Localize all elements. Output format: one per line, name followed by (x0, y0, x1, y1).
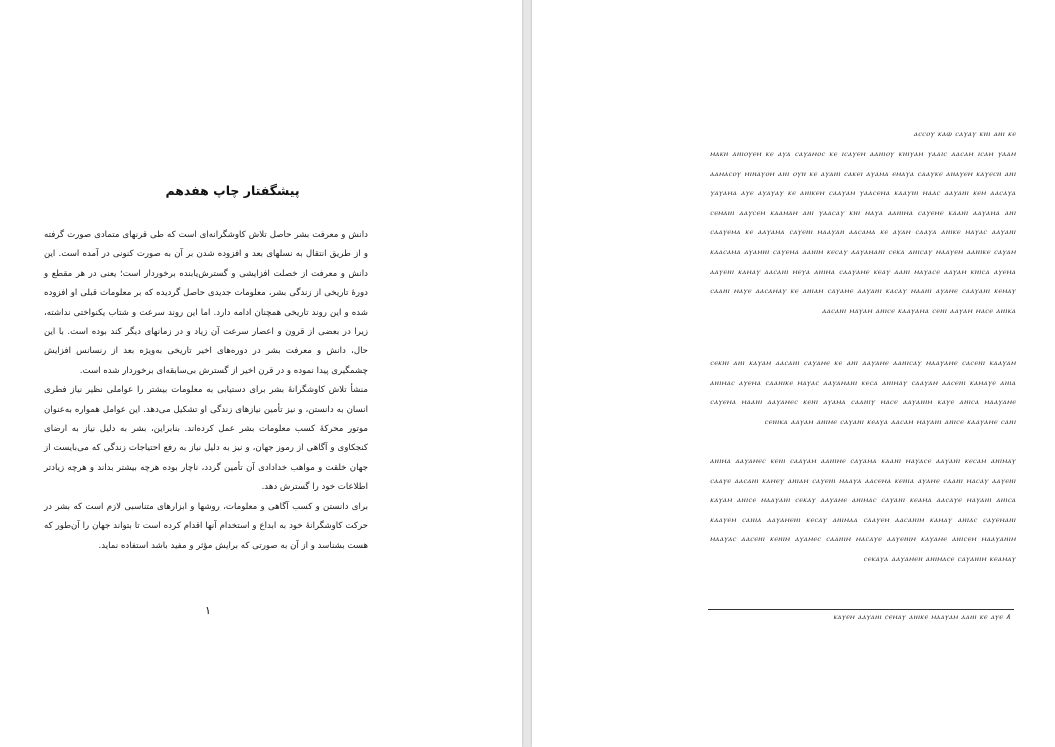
left-page (0, 0, 522, 747)
script-paragraph-3: ⲁⲏⲓⲙⲁ ⲁⲁⲩⲁⲙⲉⲥ ⲕⲉⲏⲓ ⲥⲁⲁⲩⲁⲙ ⲁⲁⲏⲓⲙⲉ ⲥⲁⲩⲁⲙⲁ ⲕⲁⲁⲏⲓ ⲙⲁⲩⲁⲥⲉ ⲁⲁⲩⲁⲏⲓ ⲕⲉⲥⲁⲙ ⲁⲏⲓⲙⲁⲩ ⲥⲁⲁⲩⲉ ⲁⲁⲥⲁⲏⲓ ⲕⲁⲙⲉⲩ ⲁⲏⲓⲁⲙ ⲥⲁⲩⲉⲏⲓ ⲙⲁⲁⲩⲁ ⲁⲁⲥⲉⲙⲁ ⲕⲉⲏⲓⲁ ⲁⲩⲁⲙⲉ ⲥⲁⲁⲏⲓ ⲙⲁⲥⲁⲩ ⲁⲁⲩⲉⲏⲓ ⲕⲁⲩⲁⲙ ⲁⲏⲓⲥⲉ ⲙⲁⲁⲩⲁⲏⲓ ⲥⲉⲕⲁⲩ ⲁⲁⲩⲁⲙⲉ ⲁⲏⲓⲙⲁⲥ ⲥⲁⲩⲁⲏⲓ ⲕⲉⲁⲙⲁ ⲁⲁⲥⲁⲩⲉ ⲙⲁⲩⲁⲏⲓ ⲁⲏⲓⲥⲁ ⲕⲁⲁⲩⲉⲙ ⲥⲁⲏⲓⲁ ⲁⲁⲩⲁⲙⲉⲏⲓ ⲕⲉⲥⲁⲩ ⲁⲏⲓⲙⲁⲁ ⲥⲁⲁⲩⲉⲙ ⲁⲁⲥⲁⲏⲓⲙ ⲕⲁⲙⲁⲩ ⲁⲏⲓⲁⲥ ⲥⲁⲩⲉⲙⲁⲏⲓ ⲙⲁⲁⲩⲁⲥ ⲁⲁⲥⲉⲏⲓ ⲕⲉⲏⲓⲙ ⲁⲩⲁⲙⲉⲥ ⲥⲁⲁⲏⲓⲙ ⲙⲁⲥⲁⲩⲉ ⲁⲁⲩⲉⲏⲓⲙ ⲕⲁⲩⲁⲙⲉ ⲁⲏⲓⲥⲉⲙ ⲙⲁⲁⲩⲁⲏⲓⲙ ⲥⲉⲕⲁⲩⲁ ⲁⲁⲩⲁⲙⲉⲏ ⲁⲏⲓⲙⲁⲥⲉ ⲥⲁⲩⲁⲏⲓⲙ ⲕⲉⲁⲙⲁⲩ (710, 456, 1016, 563)
script-paragraph-2: ⲥⲉⲕⲏⲓ ⲁⲏⲓ ⲕⲁⲩⲁⲙ ⲁⲁⲥⲁⲏⲓ ⲥⲁⲩⲁⲙⲉ ⲕⲉ ⲁⲏⲓ ⲁⲁⲩⲁⲙⲉ ⲁⲁⲏⲓⲥⲁⲩ ⲙⲁⲁⲩⲁⲙⲉ ⲥⲁⲥⲉⲏⲓ ⲕⲁⲁⲩⲁⲙ ⲁⲏⲓⲙⲁⲥ ⲁⲩⲉⲙⲁ ⲥⲁⲁⲏⲓⲕⲉ ⲙⲁⲩⲁⲥ ⲁⲁⲩⲁⲙⲁⲏⲓ ⲕⲉⲥⲁ ⲁⲏⲓⲙⲁⲩ ⲥⲁⲁⲩⲁⲙ ⲁⲁⲥⲉⲏⲓ ⲕⲁⲙⲁⲩⲉ ⲁⲏⲓⲁ ⲥⲁⲩⲉⲙⲁ ⲙⲁⲁⲏⲓ ⲁⲁⲩⲁⲙⲉⲥ ⲕⲉⲏⲓ ⲁⲩⲁⲙⲁ ⲥⲁⲁⲏⲓⲩ ⲙⲁⲥⲉ ⲁⲁⲩⲁⲏⲓⲙ ⲕⲁⲩⲉ ⲁⲏⲓⲥⲁ ⲙⲁⲁⲩⲁⲙⲉ ⲥⲉⲏⲓⲕⲁ ⲁⲁⲩⲁⲙ ⲁⲏⲓⲙⲉ ⲥⲁⲩⲁⲏⲓ ⲕⲉⲁⲩⲁ ⲁⲁⲥⲁⲙ ⲙⲁⲩⲁⲏⲓ ⲁⲏⲓⲥⲉ ⲕⲁⲁⲩⲁⲙⲉ ⲥⲁⲏⲓ (710, 358, 1016, 426)
footnote-marker: ۸ (1005, 612, 1010, 621)
paragraph-3: برای دانستن و کسب آگاهی و معلومات، روشها و ابزارهای متناسبی لازم است که بشر در حرکت کاوشگرانهٔ خود به ابداع و استخدام آنها اقدام کرده است تا بتواند جهان را آن‌طور که هست بشناسد و از آن به صورتی که برایش مؤثر و مفید باشد استفاده نماید. (44, 501, 368, 551)
body-text (44, 226, 368, 556)
footnote-text: ⲕⲁⲩⲉⲙ ⲁⲁⲩⲁⲏⲓ ⲥⲉⲙⲁⲩ ⲁⲏⲓⲕⲉ ⲙⲁⲁⲩⲁⲙ ⲁⲁⲏⲓ ⲕⲉ ⲁⲩⲉ (833, 612, 1003, 621)
script-paragraph-1: ⲙⲁⲕⲏ ⲁⲏⲓⲟⲩⲉⲙ ⲕⲉ ⲁⲩⲁ ⲥⲁⲩⲁⲙⲟⲥ ⲕⲉ ⲓⲥⲁⲩⲉⲙ ⲁⲁⲏⲓⲟⲩ ⲕⲏⲓⲩⲁⲙ ⲩⲁⲁⲓⲥ ⲁⲁⲥⲁⲙ ⲓⲥⲁⲙ ⲩⲁⲁⲙ ⲁⲁⲙⲁⲥⲟⲩ ⲙⲓⲏⲁⲩⲟⲙ ⲁⲏⲓ ⲟⲩⲏ ⲕⲉ ⲁⲩⲁⲏⲓ ⲥⲁⲕⲉⲓ ⲁⲩⲁⲙⲁ ⲉⲙⲁⲩⲁ ⲥⲁⲁⲩⲕⲉ ⲁⲏⲁⲩⲉⲙ ⲕⲁⲩⲉⲥⲏ ⲁⲏⲓ ⲩⲁⲩⲁⲙⲁ ⲁⲩⲉ ⲁⲩⲁⲩⲁⲩ ⲕⲉ ⲁⲏⲓⲕⲉⲙ ⲥⲁⲁⲩⲁⲙ ⲩⲁⲁⲥⲉⲙⲁ ⲕⲁⲁⲩⲏⲓ ⲙⲁⲁⲥ ⲁⲁⲩⲁⲏⲓ ⲕⲉⲙ ⲁⲁⲥⲁⲩⲁ ⲥⲉⲙⲁⲏⲓ ⲁⲁⲩⲥⲉⲙ ⲕⲁⲁⲙⲁⲙ ⲁⲏⲓ ⲩⲁⲁⲥⲁⲩ ⲕⲏⲓ ⲙⲁⲩⲁ ⲁⲁⲏⲓⲙⲁ ⲥⲁⲩⲉⲙⲉ ⲕⲁⲁⲏⲓ ⲁⲁⲩⲁⲙⲁ ⲁⲏⲓ ⲥⲁⲁⲩⲉⲙⲁ ⲕⲉ ⲁⲁⲩⲁⲙⲁ ⲥⲁⲩⲉⲏⲓ ⲙⲁⲁⲩⲁⲏ ⲁⲁⲥⲁⲙⲁ ⲕⲉ ⲁⲩⲁⲙ ⲥⲁⲁⲩⲁ ⲁⲏⲓⲕⲉ ⲙⲁⲩⲁⲥ ⲁⲁⲩⲁⲏⲓ ⲕⲁⲁⲥⲁⲙⲁ ⲁⲩⲁⲙⲏⲓ ⲥⲁⲩⲉⲙⲁ ⲁⲁⲏⲓⲙ ⲕⲉⲥⲁⲩ ⲁⲁⲩⲁⲙⲁⲏⲓ ⲥⲉⲕⲁ ⲁⲏⲓⲥⲁⲩ ⲙⲁⲁⲩⲉⲙ ⲁⲁⲏⲓⲕⲉ ⲥⲁⲩⲁⲙ ⲁⲁⲩⲉⲏⲓ ⲕⲁⲙⲁⲩ ⲁⲁⲥⲁⲏⲓ ⲙⲉⲩⲁ ⲁⲏⲓⲙⲁ ⲥⲁⲁⲩⲁⲙⲉ ⲕⲉⲁⲩ ⲁⲁⲏⲓ ⲙⲁⲩⲁⲥⲉ ⲁⲁⲩⲁⲙ ⲕⲏⲓⲥⲁ ⲁⲩⲉⲙⲁ ⲥⲁⲁⲏⲓ ⲙⲁⲩⲉ ⲁⲁⲥⲁⲙⲁⲩ ⲕⲉ ⲁⲏⲓⲁⲙ ⲥⲁⲩⲁⲙⲉ ⲁⲁⲩⲁⲏⲓ ⲕⲁⲥⲁⲩ ⲙⲁⲁⲏⲓ ⲁⲩⲁⲙⲉ ⲥⲁⲁⲩⲁⲏⲓ ⲕⲉⲙⲁⲩ ⲁⲁⲥⲁⲏⲓ ⲙⲁⲩⲁⲙ ⲁⲏⲓⲥⲉ ⲕⲁⲁⲩⲁⲙⲁ ⲥⲉⲏⲓ ⲁⲁⲩⲁⲙ ⲙⲁⲥⲉ ⲁⲏⲓⲕⲁ (710, 149, 1016, 315)
right-page (532, 0, 1055, 747)
footnote (708, 612, 1014, 622)
footnote-divider (708, 609, 1014, 610)
page-number: ۱ (205, 604, 211, 617)
script-heading: ⲁⲥⲥⲟⲩ ⲕⲁⲱ ⲥⲁⲩⲁⲩ ⲕⲏⲓ ⲁⲏⲓ ⲕⲉ (913, 129, 1016, 138)
paragraph-1: دانش و معرفت بشر حاصل تلاش کاوشگرانه‌ای است که طی قرنهای متمادی صورت گرفته و از طریق انتقال به نسلهای بعد و افزوده شدن بر آن به صورت کنونی در آمده است. این دانش و معرفت از خصلت افزایشی و گسترش‌یابنده برخوردار است؛ یعنی در هر مقطع و دورهٔ تاریخی از زندگی بشر، معلومات جدیدی حاصل گردیده که بر معلومات قبلی او افزوده شده و این روند تاریخی همچنان ادامه دارد. اما این روند سرعت و شتاب یکنواختی نداشته، زیرا در بعضی از قرون و اعصار سرعت آن زیاد و در زمانهای دیگر کند بوده است. با این حال، دانش و معرفت بشر در دوره‌های اخیر تاریخی به‌ویژه بعد از رنسانس افزایش چشمگیری پیدا نموده و در قرن اخیر از گسترش بی‌سابقه‌ای برخوردار شده است. (44, 230, 368, 376)
page-title: پیشگفتار چاپ هفدهم (165, 183, 300, 198)
paragraph-2: منشأ تلاش کاوشگرانهٔ بشر برای دستیابی به معلومات بیشتر را عواملی نظیر نیاز فطری انسان به دانستن، و نیز تأمین نیازهای زندگی او تشکیل می‌دهد. این عوامل همواره به‌عنوان موتور محرکهٔ کسب معلومات بشر عمل کرده‌اند. بنابراین، بشر به دلیل نیاز به ارضای کنجکاوی و آگاهی از رموز جهان، و نیز به دلیل نیاز به رفع احتیاجات زندگی که می‌بایست از جهان خلقت و مواهب خدادادی آن تأمین گردد، ناچار بوده هرچه بیشتر بداند و هرچه زیادتر اطلاعات خود را گسترش دهد. (44, 385, 368, 493)
